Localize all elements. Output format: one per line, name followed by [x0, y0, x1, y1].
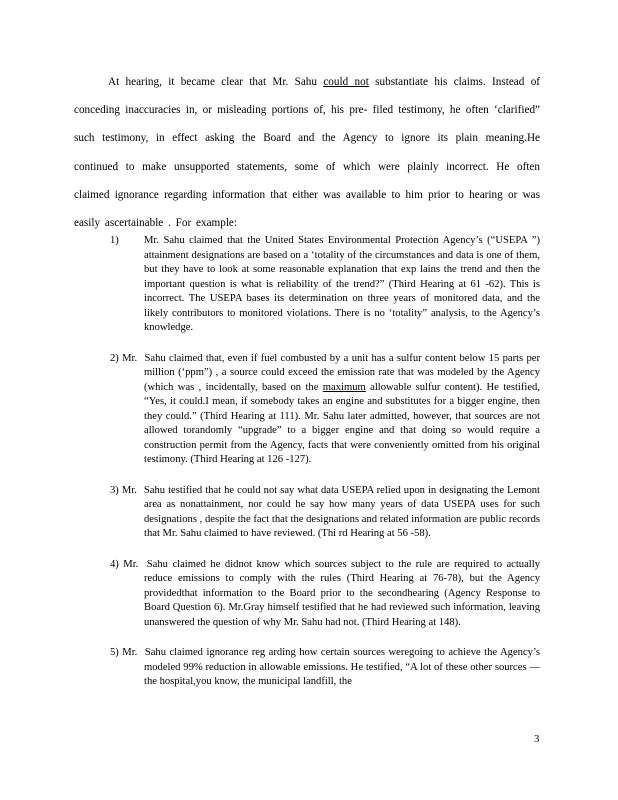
- intro-underlined-phrase: could not: [323, 76, 369, 88]
- list-item-number: 3) Mr.: [110, 484, 137, 496]
- list-item: [110, 234, 540, 336]
- list-item-text: Sahu claimed ignorance reg arding how certain sources weregoing to achieve the Agency’s modeled 99% reduction in allowable emissions. He testified, “A lot of these other sources —the hospital,you know, the municipal landfill, the: [144, 647, 541, 687]
- list-item: [110, 646, 540, 690]
- intro-paragraph: [74, 68, 540, 237]
- list-item-underlined-word: maximum: [322, 381, 366, 393]
- list-item-number: 1): [110, 235, 119, 246]
- list-item-number: 4) Mr.: [110, 558, 139, 570]
- list-item-text-after: allowable sulfur content). He testified, “Yes, it could.I mean, if somebody takes an engine and substitutes for a bigger engine, then they could.” (Third Hearing at 111). Mr. Sahu later admitted, however, that sources are not allowed torandomly “upgrade” to a bigger engine and that doing so would require a construction permit from the Agency, facts that were conveniently omitted from his original testimony. (Third Hearing at 126 -127).: [144, 381, 540, 465]
- list-item-number: 2) Mr.: [110, 352, 138, 364]
- list-item: [110, 484, 540, 542]
- list-item-number: 5) Mr.: [110, 647, 138, 658]
- page-number: 3: [534, 734, 540, 745]
- example-list: [110, 234, 540, 706]
- intro-text-start: At hearing, it became clear that Mr. Sahu: [108, 76, 324, 88]
- list-item-text: [144, 353, 540, 466]
- list-item-text: Sahu testified that he could not say what data USEPA relied upon in designating the Lemont area as nonattainment, nor could he say how many years of data USEPA uses for such designations , despite the fact that the designations and related information are public records that Mr. Sahu claimed to have reviewed. (Thi rd Hearing at 56 -58).: [143, 484, 540, 539]
- list-item: [110, 352, 540, 468]
- list-item-text: Mr. Sahu claimed that the United States Environmental Protection Agency’s (“USEPA ”) attainment designations are based on a ‘totality of the circumstances and data is one of them, but they have to look at some reasonable explanation that exp lains the trend and then the important question is what is reliability of the trend?” (Third Hearing at 61 -62). This is incorrect. The USEPA bases its determination on three years of monitored data, and the likely contributors to monitored violations. There is no ‘totality” analysis, to the Agency’s knowledge.: [144, 235, 540, 333]
- list-item: [110, 558, 540, 631]
- list-item-text-before: Sahu claimed that, even if fuel combusted by a unit has a sulfur content below 15 parts per million (‘ppm”) , a source could exceed the emission rate that was modeled by the Agency (which was , incidentally, based on the: [144, 352, 541, 393]
- intro-text-rest: substantiate his claims. Instead of conceding inaccuracies in, or misleading portions of, his pre- filed testimony, he often ‘clarified” such testimony, in effect asking the Board and the Agency to ignore its plain meaning.He continued to make unsupported statements, some of which were plainly incorrect. He often claimed ignorance regarding information that either was available to him prior to hearing or was easily ascertainable . For example:: [74, 76, 541, 230]
- list-item-text: Sahu claimed he didnot know which sources subject to the rule are required to actually reduce emissions to comply with the rules (Third Hearing at 76-78), but the Agency providedthat information to the Board prior to the secondhearing (Agency Response to Board Question 6). Mr.Gray himself testified that he had reviewed such information, leaving unanswered the question of why Mr. Sahu had not. (Third Hearing at 148).: [144, 558, 540, 628]
